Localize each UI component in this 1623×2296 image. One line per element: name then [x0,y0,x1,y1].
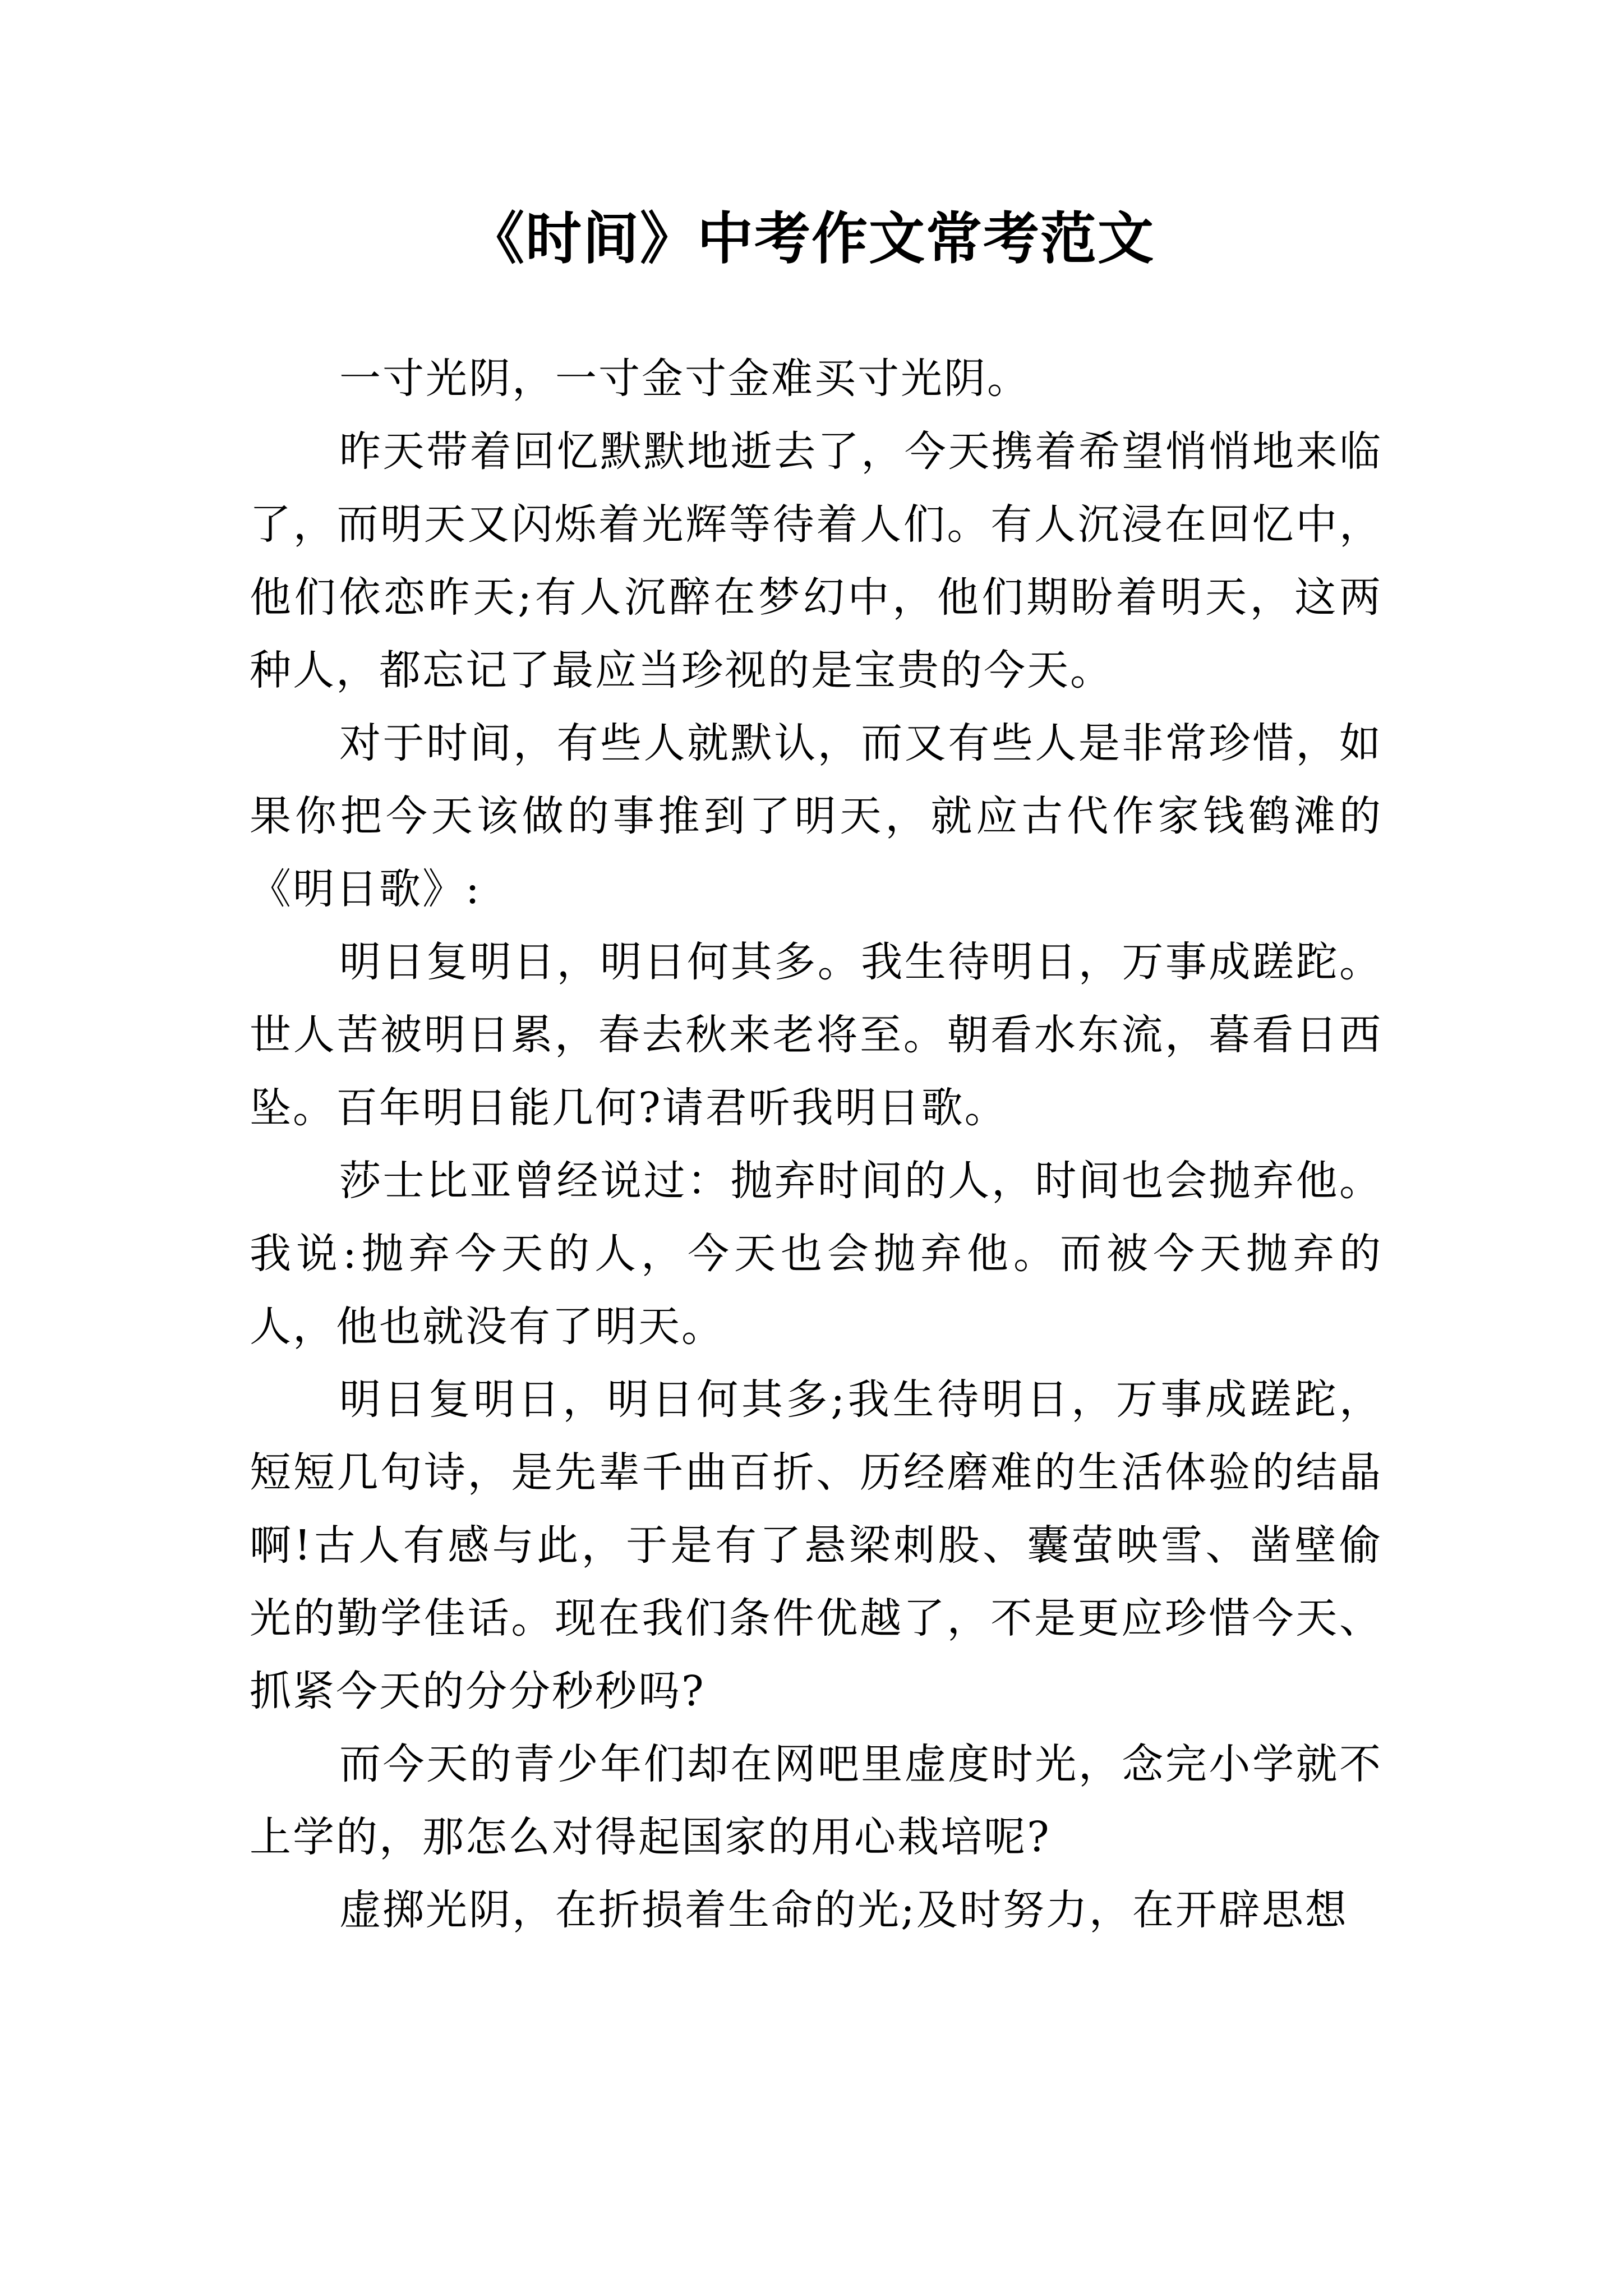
paragraph-2: 昨天带着回忆默默地逝去了，今天携着希望悄悄地来临了，而明天又闪烁着光辉等待着人们。有人沉浸在回忆中，他们依恋昨天;有人沉醉在梦幻中，他们期盼着明天，这两种人，都忘记了最应当珍视的是宝贵的今天。 [250,427,1382,694]
paragraph-8: 虚掷光阴，在折损着生命的光;及时努力，在开辟思想 [339,1886,1348,1934]
paragraph-1: 一寸光阴，一寸金寸金难买寸光阴。 [339,355,1030,403]
paragraph-7: 而今天的青少年们却在网吧里虚度时光，念完小学就不上学的，那怎么对得起国家的用心栽培呢? [250,1740,1382,1861]
document-title: 《时间》中考作文常考范文 [468,205,1155,272]
paragraph-5: 莎士比亚曾经说过：抛弃时间的人，时间也会抛弃他。我说:抛弃今天的人，今天也会抛弃他。而被今天抛弃的人，他也就没有了明天。 [250,1157,1382,1351]
paragraph-3: 对于时间，有些人就默认，而又有些人是非常珍惜，如果你把今天该做的事推到了明天，就应古代作家钱鹤滩的《明日歌》: [250,719,1382,913]
paragraph-6: 明日复明日，明日何其多;我生待明日，万事成蹉跎，短短几句诗，是先辈千曲百折、历经磨难的生活体验的结晶啊!古人有感与此，于是有了悬梁刺股、囊萤映雪、凿壁偷光的勤学佳话。现在我们条件优越了，不是更应珍惜今天、抓紧今天的分分秒秒吗? [250,1375,1382,1715]
paragraph-4: 明日复明日，明日何其多。我生待明日，万事成蹉跎。世人苦被明日累，春去秋来老将至。朝看水东流，暮看日西坠。百年明日能几何?请君听我明日歌。 [250,938,1382,1132]
document-body [250,342,1382,1947]
